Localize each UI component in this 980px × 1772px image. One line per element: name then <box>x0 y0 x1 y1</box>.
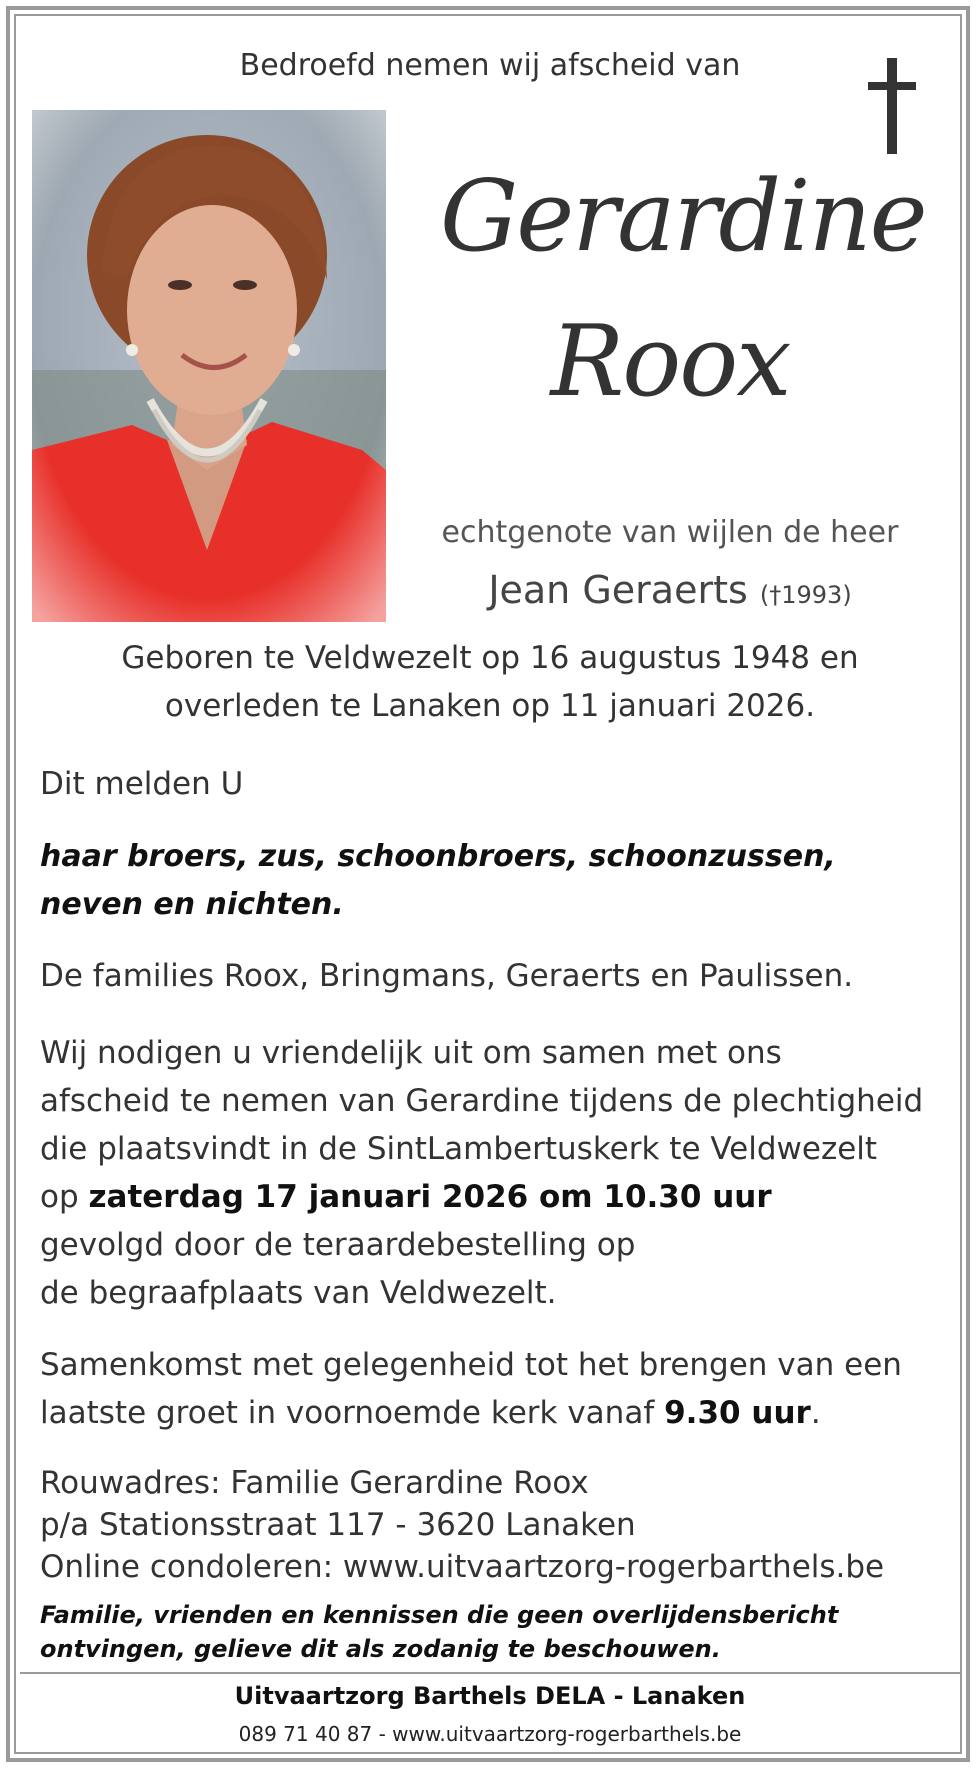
portrait-photo <box>32 110 386 622</box>
cross-icon <box>862 56 922 156</box>
spouse-block <box>420 568 920 612</box>
deceased-first-name: Gerardine <box>440 160 926 274</box>
spouse-relation: echtgenote van wijlen de heer <box>441 515 899 550</box>
spouse-death-year: (†1993) <box>759 581 852 609</box>
address-line-2: p/a Stationsstraat 117 - 3620 Lanaken <box>40 1507 636 1543</box>
ceremony-datetime: zaterdag 17 januari 2026 om 10.30 uur <box>88 1179 772 1215</box>
footer-contact[interactable]: 089 71 40 87 - www.uitvaartzorg-rogerbarthels.be <box>238 1722 742 1746</box>
spouse-name: Jean Geraerts <box>488 568 748 612</box>
family-line-1: haar broers, zus, schoonbroers, schoonzussen, <box>40 839 836 874</box>
gathering-line-1: Samenkomst met gelegenheid tot het brengen van een <box>40 1347 902 1383</box>
notice-line-1: Familie, vrienden en kennissen die geen overlijdensbericht <box>40 1601 839 1629</box>
death-line: overleden te Lanaken op 11 januari 2026. <box>164 688 816 724</box>
ceremony-line-6: de begraafplaats van Veldwezelt. <box>40 1275 557 1311</box>
condolence-link[interactable]: Online condoleren: www.uitvaartzorg-rogerbarthels.be <box>40 1549 885 1585</box>
ceremony-line-5: gevolgd door de teraardebestelling op <box>40 1227 636 1263</box>
footer-divider <box>20 1672 960 1674</box>
address-line-1: Rouwadres: Familie Gerardine Roox <box>40 1465 589 1501</box>
gathering-line-2 <box>40 1389 821 1437</box>
gathering-prefix: laatste groet in voornoemde kerk vanaf <box>40 1395 665 1431</box>
ceremony-line-2: afscheid te nemen van Gerardine tijdens de plechtigheid <box>40 1083 924 1119</box>
ceremony-line-3: die plaatsvindt in de SintLambertuskerk te Veldwezelt <box>40 1131 878 1167</box>
footer-company: Uitvaartzorg Barthels DELA - Lanaken <box>234 1682 746 1710</box>
announcement-intro: Dit melden U <box>40 766 244 802</box>
ceremony-line-4 <box>40 1173 772 1221</box>
family-line-2: neven en nichten. <box>40 887 344 922</box>
families-line: De families Roox, Bringmans, Geraerts en Paulissen. <box>40 958 854 994</box>
ceremony-line-1: Wij nodigen u vriendelijk uit om samen met ons <box>40 1035 782 1071</box>
notice-line-2: ontvingen, gelieve dit als zodanig te beschouwen. <box>40 1635 721 1663</box>
birth-line: Geboren te Veldwezelt op 16 augustus 1948 en <box>121 640 859 676</box>
ceremony-prefix: op <box>40 1179 89 1215</box>
gathering-suffix: . <box>810 1395 821 1431</box>
gathering-time: 9.30 uur <box>664 1395 811 1431</box>
intro-text: Bedroefd nemen wij afscheid van <box>239 48 741 83</box>
deceased-last-name: Roox <box>550 305 790 419</box>
